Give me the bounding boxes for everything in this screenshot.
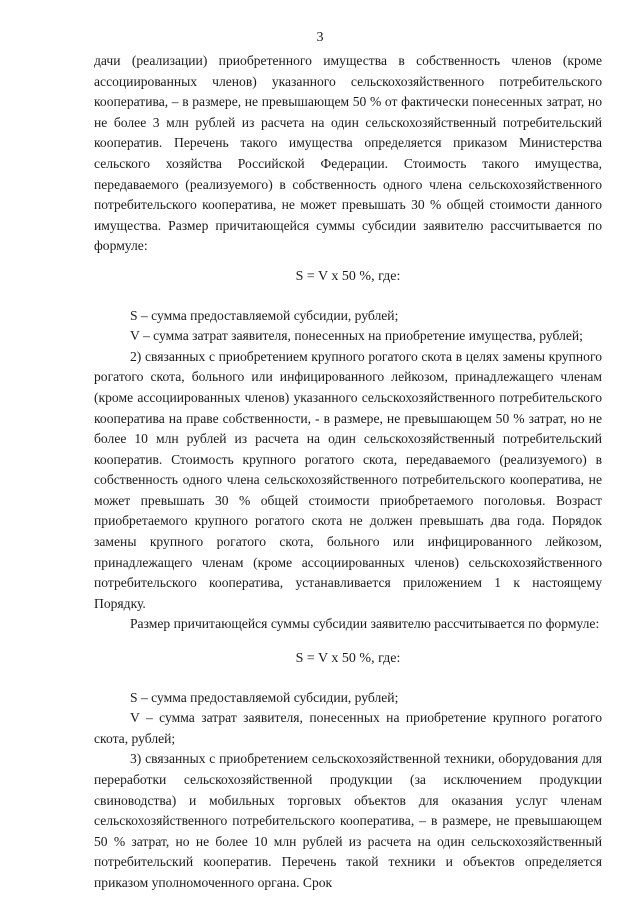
definition-s-2: S – сумма предоставляемой субсидии, рублей;: [130, 689, 399, 705]
paragraph-item-2: 2) связанных с приобретением крупного рогатого скота в целях замены крупного рогатого скота, больного или инфицированного лейкозом, принадлежащего членам (кроме ассоциированных членов) указанного сельскохозяйственного потребительского кооператива на праве собственности, - в размере, не превышающем 50 % затрат, но не более 10 млн рублей из расчета на один сельскохозяйственный потребительский кооператив. Стоимость крупного рогатого скота, передаваемого (реализуемого) в собственность одного члена сельскохозяйственного потребительского кооператива, не может превышать 30 % общей стоимости приобретаемого поголовья. Возраст приобретаемого крупного рогатого скота не должен превышать два года. Порядок замены крупного рогатого скота, больного или инфицированного лейкозом, принадлежащего членам (кроме ассоциированных членов) сельскохозяйственного потребительского кооператива, устанавливается приложением 1 к настоящему Порядку.: [94, 348, 602, 611]
page-number: 3: [316, 30, 324, 45]
document-body: [94, 51, 602, 894]
definition-v-2: V – сумма затрат заявителя, понесенных на приобретение крупного рогатого скота, рублей;: [94, 710, 602, 746]
paragraph-formula-intro: Размер причитающейся суммы субсидии заявителю рассчитывается по формуле:: [130, 616, 600, 632]
paragraph-item-3: 3) связанных с приобретением сельскохозяйственной техники, оборудования для переработки сельскохозяйственной продукции (за исключением продукции свиноводства) и мобильных торговых объектов для оказания услуг членам сельскохозяйственного потребительского кооператива, – в размере, не превышающем 50 % затрат, но не более 10 млн рублей из расчета на один сельскохозяйственный потребительский кооператив. Перечень такой техники и объектов определяется приказом уполномоченного органа. Срок: [94, 751, 602, 890]
formula-1: S = V x 50 %, где:: [295, 268, 401, 284]
definition-s-1: S – сумма предоставляемой субсидии, рублей;: [130, 307, 399, 323]
definition-v-1: V – сумма затрат заявителя, понесенных на приобретение имущества, рублей;: [130, 328, 583, 344]
formula-2: S = V x 50 %, где:: [295, 651, 401, 667]
paragraph-continuation: дачи (реализации) приобретенного имущества в собственность членов (кроме ассоциированных членов) указанного сельскохозяйственного потребительского кооператива, – в размере, не превышающем 50 % от фактически понесенных затрат, но не более 3 млн рублей из расчета на один сельскохозяйственный потребительский кооператив. Перечень такого имущества определяется приказом Министерства сельского хозяйства Российской Федерации. Стоимость такого имущества, передаваемого (реализуемого) в собственность одного члена сельскохозяйственного потребительского кооператива, не может превышать 30 % общей стоимости данного имущества. Размер причитающейся суммы субсидии заявителю рассчитывается по формуле:: [94, 53, 602, 254]
